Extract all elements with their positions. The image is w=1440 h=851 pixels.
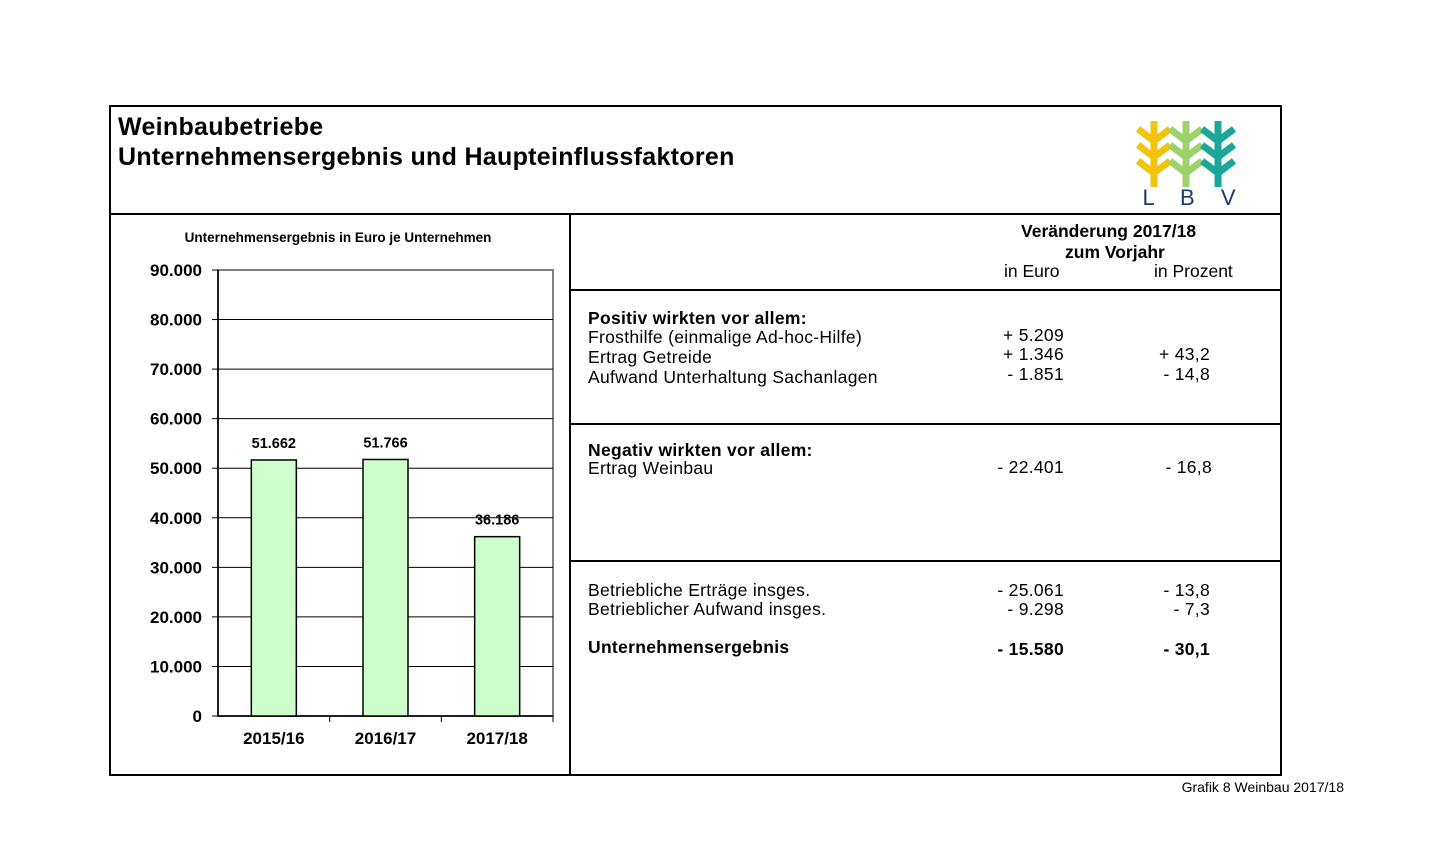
y-tick-label: 80.000 (150, 310, 202, 330)
row-percent: - 7,3 (1173, 599, 1210, 619)
row-percent: - 16,8 (1165, 457, 1212, 477)
y-tick-label: 50.000 (150, 459, 202, 479)
bar-chart (111, 215, 569, 776)
factors-table (571, 215, 1282, 776)
table-heading-line1: Veränderung 2017/18 (1021, 221, 1197, 241)
result-percent: - 30,1 (1163, 639, 1210, 659)
row-label: Aufwand Unterhaltung Sachanlagen (588, 367, 878, 387)
data-label: 36.186 (474, 512, 520, 529)
row-percent: - 13,8 (1163, 580, 1210, 600)
y-tick-label: 70.000 (150, 360, 202, 380)
bar (475, 537, 520, 716)
data-label: 51.766 (363, 435, 408, 452)
divider (571, 423, 1282, 425)
x-tick-label: 2016/17 (354, 729, 417, 748)
y-tick-label: 10.000 (150, 657, 202, 677)
row-label: Betriebliche Erträge insges. (588, 580, 811, 600)
bar (363, 459, 408, 716)
row-label: Betrieblicher Aufwand insges. (588, 599, 827, 619)
y-tick-label: 90.000 (150, 261, 202, 280)
lbv-logo-icon (1132, 113, 1252, 209)
row-label: Frosthilfe (einmalige Ad-hoc-Hilfe) (588, 327, 863, 347)
result-label: Unternehmensergebnis (588, 637, 790, 657)
divider (571, 560, 1282, 562)
y-tick-label: 40.000 (150, 508, 202, 528)
logo-text: L B V (1142, 185, 1246, 209)
result-euro: - 15.580 (997, 639, 1064, 659)
row-euro: - 25.061 (997, 580, 1064, 600)
row-percent: + 43,2 (1159, 344, 1210, 364)
data-label: 51.662 (251, 435, 297, 452)
y-tick-label: 60.000 (150, 409, 202, 429)
row-euro: - 1.851 (1007, 364, 1064, 384)
bar (251, 460, 296, 716)
positive-heading: Positiv wirkten vor allem: (588, 308, 807, 328)
row-euro: - 22.401 (997, 457, 1064, 477)
divider (571, 289, 1282, 291)
title-line-1: Weinbaubetriebe (118, 113, 324, 141)
footer-caption: Grafik 8 Weinbau 2017/18 (1181, 779, 1344, 795)
figure-frame (109, 105, 1282, 776)
negative-heading: Negativ wirkten vor allem: (588, 440, 813, 460)
row-euro: - 9.298 (1007, 599, 1064, 619)
row-percent: - 14,8 (1163, 364, 1210, 384)
y-tick-label: 0 (192, 707, 202, 726)
y-tick-label: 30.000 (150, 558, 202, 578)
row-label: Ertrag Getreide (588, 347, 713, 367)
chart-title: Unternehmensergebnis in Euro je Unternehmen (184, 230, 492, 245)
row-label: Ertrag Weinbau (588, 458, 714, 478)
table-heading-line2: zum Vorjahr (1065, 242, 1165, 262)
row-euro: + 1.346 (1003, 344, 1064, 364)
chart-panel (111, 215, 571, 776)
x-tick-label: 2017/18 (466, 729, 528, 748)
y-tick-label: 20.000 (150, 607, 202, 627)
x-tick-label: 2015/16 (243, 729, 305, 748)
title-line-2: Unternehmensergebnis und Haupteinflussfaktoren (118, 143, 735, 171)
col-header-percent: in Prozent (1154, 261, 1233, 281)
header (111, 107, 1280, 215)
row-euro: + 5.209 (1003, 325, 1064, 345)
col-header-euro: in Euro (1004, 261, 1060, 281)
